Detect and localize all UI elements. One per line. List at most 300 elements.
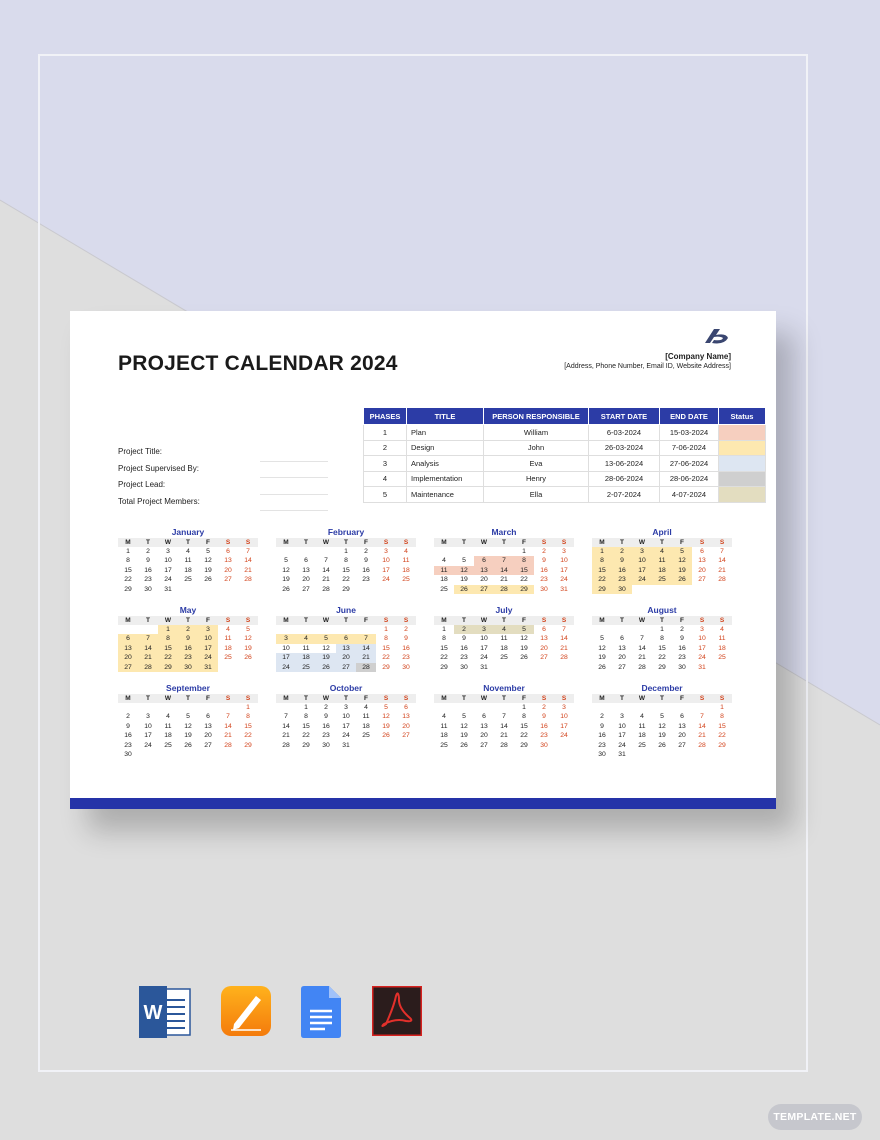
- weekday-label: T: [502, 695, 506, 702]
- day-cell: 30: [402, 663, 410, 671]
- weekday-label: M: [283, 695, 289, 702]
- day-cell: 14: [138, 644, 158, 653]
- day-cell: 6: [404, 704, 408, 711]
- empty-day: [198, 703, 218, 712]
- day-cell: 28: [698, 741, 706, 749]
- day-cell: 23: [322, 732, 330, 740]
- day-cell: 21: [244, 566, 252, 574]
- weekday-label: T: [304, 695, 308, 702]
- calendar-document: [70, 311, 776, 809]
- day-cell: 12: [460, 722, 468, 730]
- empty-day: [612, 703, 632, 712]
- day-cell: 15: [514, 566, 534, 575]
- month-name: December: [641, 683, 683, 693]
- day-grid: [434, 625, 574, 672]
- day-cell: 11: [362, 713, 370, 721]
- day-cell: 14: [500, 722, 508, 730]
- day-cell: 10: [480, 635, 488, 643]
- weekday-header: [276, 616, 416, 625]
- day-cell: 24: [632, 575, 652, 584]
- day-cell: 21: [638, 654, 646, 662]
- empty-day: [592, 625, 612, 634]
- day-cell: 25: [164, 741, 172, 749]
- day-cell: 24: [198, 653, 218, 662]
- day-cell: 27: [204, 741, 212, 749]
- day-cell: 17: [480, 644, 488, 652]
- day-cell: 19: [520, 644, 528, 652]
- phase-start-cell: 13-06-2024: [589, 456, 660, 472]
- day-cell: 5: [462, 713, 466, 721]
- day-cell: 31: [480, 663, 488, 671]
- weekday-label: W: [322, 695, 330, 702]
- day-cell: 14: [224, 722, 232, 730]
- day-cell: 14: [356, 644, 376, 653]
- day-cell: 13: [224, 557, 232, 565]
- month-calendar: [592, 527, 732, 594]
- day-cell: 20: [118, 653, 138, 662]
- empty-day: [138, 703, 158, 712]
- day-cell: 3: [276, 634, 296, 643]
- day-cell: 22: [520, 732, 528, 740]
- day-cell: 19: [658, 732, 666, 740]
- day-grid: [118, 703, 258, 759]
- empty-day: [316, 547, 336, 556]
- day-cell: 3: [384, 548, 388, 555]
- day-cell: 14: [494, 566, 514, 575]
- day-cell: 1: [522, 704, 526, 711]
- month-calendar: [276, 527, 416, 594]
- weekday-label: T: [146, 695, 150, 702]
- day-cell: 8: [522, 713, 526, 721]
- day-cell: 17: [698, 644, 706, 652]
- weekday-label: F: [680, 617, 684, 624]
- day-cell: 29: [342, 585, 350, 593]
- info-field-line[interactable]: [118, 462, 328, 479]
- day-cell: 29: [382, 663, 390, 671]
- day-cell: 22: [592, 575, 612, 584]
- empty-day: [692, 703, 712, 712]
- day-cell: 16: [402, 644, 410, 652]
- day-cell: 21: [356, 653, 376, 662]
- day-cell: 26: [184, 741, 192, 749]
- day-cell: 14: [282, 722, 290, 730]
- info-field-line[interactable]: [118, 445, 328, 462]
- day-cell: 18: [296, 653, 316, 662]
- company-address: [Address, Phone Number, Email ID, Website Address]: [564, 363, 731, 370]
- template-net-watermark: TEMPLATE.NET: [768, 1104, 862, 1130]
- day-cell: 3: [198, 625, 218, 634]
- day-cell: 9: [542, 557, 546, 565]
- weekday-label: W: [638, 695, 646, 702]
- day-cell: 5: [206, 548, 210, 555]
- empty-day: [494, 703, 514, 712]
- weekday-label: S: [699, 695, 705, 702]
- day-cell: 20: [678, 732, 686, 740]
- day-cell: 4: [296, 634, 316, 643]
- weekday-label: T: [660, 539, 664, 546]
- weekday-label: W: [322, 539, 330, 546]
- phase-person-cell: Eva: [484, 456, 589, 472]
- weekday-label: F: [680, 539, 684, 546]
- day-cell: 10: [560, 557, 568, 565]
- day-cell: 16: [124, 732, 132, 740]
- day-cell: 21: [322, 576, 330, 584]
- day-cell: 6: [482, 713, 486, 721]
- day-cell: 26: [658, 741, 666, 749]
- weekday-label: W: [638, 617, 646, 624]
- phase-end-cell: 15-03-2024: [660, 425, 719, 441]
- google-docs-icon[interactable]: [301, 986, 341, 1043]
- day-cell: 26: [672, 575, 692, 584]
- weekday-label: S: [699, 539, 705, 546]
- weekday-label: S: [245, 539, 251, 546]
- day-cell: 25: [296, 663, 316, 672]
- day-cell: 4: [720, 626, 724, 633]
- day-cell: 10: [382, 557, 390, 565]
- day-cell: 24: [560, 576, 568, 584]
- day-cell: 16: [362, 566, 370, 574]
- phase-status-swatch: [719, 440, 766, 456]
- day-cell: 28: [244, 576, 252, 584]
- month-name: May: [179, 605, 197, 615]
- day-cell: 27: [618, 663, 626, 671]
- empty-day: [296, 625, 316, 634]
- day-cell: 16: [612, 566, 632, 575]
- empty-day: [592, 703, 612, 712]
- empty-day: [316, 625, 336, 634]
- day-cell: 8: [592, 556, 612, 565]
- day-cell: 10: [164, 557, 172, 565]
- day-cell: 28: [282, 741, 290, 749]
- day-cell: 4: [226, 626, 230, 633]
- day-cell: 27: [402, 732, 410, 740]
- day-cell: 30: [678, 663, 686, 671]
- day-cell: 11: [500, 635, 508, 643]
- day-cell: 21: [560, 644, 568, 652]
- weekday-label: S: [225, 695, 231, 702]
- pages-icon[interactable]: [221, 986, 271, 1041]
- day-cell: 10: [632, 556, 652, 565]
- day-cell: 11: [184, 557, 192, 565]
- day-cell: 23: [612, 575, 632, 584]
- day-cell: 3: [344, 704, 348, 711]
- day-cell: 26: [204, 576, 212, 584]
- weekday-header: [276, 538, 416, 547]
- day-cell: 30: [540, 585, 548, 593]
- empty-day: [276, 703, 296, 712]
- empty-day: [276, 547, 296, 556]
- day-cell: 17: [342, 722, 350, 730]
- day-cell: 12: [520, 635, 528, 643]
- day-cell: 1: [592, 547, 612, 556]
- day-cell: 7: [562, 626, 566, 633]
- weekday-label: M: [125, 695, 131, 702]
- day-cell: 31: [560, 585, 568, 593]
- day-cell: 30: [612, 585, 632, 594]
- day-cell: 7: [356, 634, 376, 643]
- day-cell: 29: [440, 663, 448, 671]
- phase-person-cell: Henry: [484, 471, 589, 487]
- phase-person-cell: John: [484, 440, 589, 456]
- day-cell: 21: [282, 732, 290, 740]
- empty-day: [158, 703, 178, 712]
- day-cell: 28: [638, 663, 646, 671]
- weekday-label: T: [620, 539, 624, 546]
- day-grid: [118, 547, 258, 594]
- day-cell: 19: [204, 566, 212, 574]
- weekday-label: T: [344, 617, 348, 624]
- day-cell: 30: [460, 663, 468, 671]
- month-calendar: [592, 683, 732, 759]
- empty-day: [336, 625, 356, 634]
- day-cell: 29: [592, 585, 612, 594]
- day-cell: 10: [618, 722, 626, 730]
- weekday-label: M: [599, 539, 605, 546]
- day-cell: 17: [618, 732, 626, 740]
- day-cell: 22: [158, 653, 178, 662]
- day-grid: [276, 703, 416, 750]
- day-cell: 15: [440, 644, 448, 652]
- weekday-label: T: [186, 539, 190, 546]
- weekday-header: [118, 538, 258, 547]
- weekday-header: [592, 538, 732, 547]
- day-cell: 30: [124, 750, 132, 758]
- empty-day: [474, 703, 494, 712]
- acrobat-pdf-icon[interactable]: [372, 986, 422, 1041]
- phase-title-cell: Implementation: [407, 471, 484, 487]
- weekday-label: S: [403, 539, 409, 546]
- table-row: [364, 487, 766, 503]
- day-cell: 16: [460, 644, 468, 652]
- day-cell: 8: [158, 634, 178, 643]
- day-cell: 28: [224, 741, 232, 749]
- day-cell: 20: [402, 722, 410, 730]
- day-cell: 2: [126, 713, 130, 721]
- day-cell: 23: [362, 576, 370, 584]
- day-cell: 16: [540, 566, 548, 574]
- empty-day: [632, 703, 652, 712]
- empty-day: [118, 625, 138, 634]
- phase-title-cell: Design: [407, 440, 484, 456]
- day-cell: 5: [284, 557, 288, 565]
- day-cell: 27: [302, 585, 310, 593]
- day-cell: 17: [632, 566, 652, 575]
- day-cell: 15: [342, 566, 350, 574]
- table-row: [364, 456, 766, 472]
- day-cell: 18: [402, 566, 410, 574]
- table-row: [364, 425, 766, 441]
- day-cell: 22: [440, 654, 448, 662]
- day-cell: 13: [336, 644, 356, 653]
- day-cell: 4: [494, 625, 514, 634]
- phase-num-cell: 1: [364, 425, 407, 441]
- day-cell: 15: [244, 722, 252, 730]
- weekday-label: S: [719, 617, 725, 624]
- info-field-line[interactable]: [118, 478, 328, 495]
- day-cell: 13: [618, 644, 626, 652]
- day-cell: 2: [542, 704, 546, 711]
- weekday-label: S: [403, 695, 409, 702]
- day-cell: 20: [480, 732, 488, 740]
- day-cell: 14: [244, 557, 252, 565]
- empty-day: [356, 625, 376, 634]
- weekday-label: S: [541, 617, 547, 624]
- day-cell: 18: [184, 566, 192, 574]
- phase-num-cell: 3: [364, 456, 407, 472]
- weekday-label: W: [164, 695, 172, 702]
- day-cell: 26: [520, 654, 528, 662]
- weekday-label: T: [660, 695, 664, 702]
- info-field-label: Project Supervised By:: [118, 463, 199, 473]
- day-cell: 31: [618, 750, 626, 758]
- day-cell: 15: [520, 722, 528, 730]
- day-cell: 18: [164, 732, 172, 740]
- month-calendar: [118, 683, 258, 759]
- day-grid: [276, 625, 416, 672]
- day-cell: 6: [680, 713, 684, 721]
- day-cell: 25: [500, 654, 508, 662]
- day-cell: 9: [542, 713, 546, 721]
- day-cell: 13: [402, 713, 410, 721]
- day-cell: 18: [224, 644, 232, 652]
- day-cell: 5: [246, 626, 250, 633]
- day-cell: 26: [282, 585, 290, 593]
- day-cell: 25: [224, 654, 232, 662]
- phases-header-cell: Status: [719, 408, 766, 425]
- day-cell: 8: [126, 557, 130, 565]
- day-cell: 21: [718, 566, 726, 574]
- weekday-label: T: [186, 695, 190, 702]
- day-cell: 7: [700, 713, 704, 721]
- day-cell: 7: [494, 556, 514, 565]
- weekday-label: S: [245, 617, 251, 624]
- day-cell: 11: [652, 556, 672, 565]
- day-grid: [434, 547, 574, 594]
- day-cell: 27: [336, 663, 356, 672]
- weekday-label: S: [699, 617, 705, 624]
- month-name: February: [327, 527, 365, 537]
- day-cell: 12: [244, 635, 252, 643]
- phases-header-cell: PHASES: [364, 408, 407, 425]
- day-cell: 8: [442, 635, 446, 643]
- day-cell: 10: [144, 722, 152, 730]
- weekday-label: T: [462, 695, 466, 702]
- weekday-label: F: [206, 617, 210, 624]
- day-cell: 17: [144, 732, 152, 740]
- phase-num-cell: 5: [364, 487, 407, 503]
- weekday-header: [276, 694, 416, 703]
- info-field-label: Project Lead:: [118, 480, 166, 489]
- day-cell: 6: [700, 548, 704, 555]
- empty-day: [652, 703, 672, 712]
- day-cell: 23: [598, 741, 606, 749]
- phases-header-cell: START DATE: [589, 408, 660, 425]
- day-cell: 19: [460, 732, 468, 740]
- day-cell: 12: [322, 644, 330, 652]
- day-cell: 28: [500, 741, 508, 749]
- day-cell: 16: [178, 644, 198, 653]
- day-cell: 27: [480, 741, 488, 749]
- weekday-label: F: [206, 695, 210, 702]
- day-cell: 3: [562, 548, 566, 555]
- day-cell: 25: [440, 741, 448, 749]
- day-cell: 3: [166, 548, 170, 555]
- day-cell: 3: [700, 626, 704, 633]
- weekday-label: W: [322, 617, 330, 624]
- day-cell: 30: [598, 750, 606, 758]
- day-cell: 9: [462, 635, 466, 643]
- day-cell: 7: [640, 635, 644, 643]
- day-cell: 2: [600, 713, 604, 721]
- weekday-label: S: [383, 539, 389, 546]
- day-cell: 11: [440, 722, 448, 730]
- day-grid: [592, 625, 732, 672]
- weekday-label: W: [638, 539, 646, 546]
- day-cell: 15: [382, 644, 390, 652]
- day-cell: 6: [304, 557, 308, 565]
- info-field-line[interactable]: [118, 495, 328, 512]
- month-calendar: [118, 527, 258, 594]
- day-cell: 5: [672, 547, 692, 556]
- day-cell: 11: [302, 644, 310, 652]
- day-cell: 7: [324, 557, 328, 565]
- weekday-label: T: [344, 539, 348, 546]
- day-cell: 24: [276, 663, 296, 672]
- day-cell: 1: [384, 626, 388, 633]
- phase-num-cell: 4: [364, 471, 407, 487]
- weekday-header: [434, 694, 574, 703]
- month-name: April: [652, 527, 672, 537]
- weekday-label: S: [403, 617, 409, 624]
- day-cell: 8: [720, 713, 724, 721]
- day-cell: 24: [560, 732, 568, 740]
- day-cell: 31: [164, 585, 172, 593]
- day-cell: 19: [598, 654, 606, 662]
- day-cell: 8: [514, 556, 534, 565]
- day-cell: 25: [362, 732, 370, 740]
- empty-day: [454, 547, 474, 556]
- day-grid: [276, 547, 416, 594]
- day-cell: 19: [244, 644, 252, 652]
- day-cell: 30: [322, 741, 330, 749]
- day-cell: 6: [474, 556, 494, 565]
- table-row: [364, 471, 766, 487]
- day-cell: 1: [246, 704, 250, 711]
- day-cell: 5: [660, 713, 664, 721]
- weekday-label: T: [462, 539, 466, 546]
- word-icon[interactable]: [137, 986, 193, 1043]
- day-cell: 1: [660, 626, 664, 633]
- day-cell: 31: [342, 741, 350, 749]
- day-cell: 13: [678, 722, 686, 730]
- day-cell: 27: [224, 576, 232, 584]
- weekday-label: F: [364, 539, 368, 546]
- day-cell: 2: [364, 548, 368, 555]
- day-cell: 27: [540, 654, 548, 662]
- day-cell: 27: [118, 663, 138, 672]
- day-grid: [592, 703, 732, 759]
- day-grid: [118, 625, 258, 672]
- day-cell: 25: [718, 654, 726, 662]
- day-cell: 15: [124, 566, 132, 574]
- day-cell: 30: [144, 585, 152, 593]
- day-cell: 15: [592, 566, 612, 575]
- weekday-label: M: [125, 539, 131, 546]
- day-cell: 18: [638, 732, 646, 740]
- day-cell: 21: [500, 576, 508, 584]
- day-cell: 16: [678, 644, 686, 652]
- phase-status-swatch: [719, 456, 766, 472]
